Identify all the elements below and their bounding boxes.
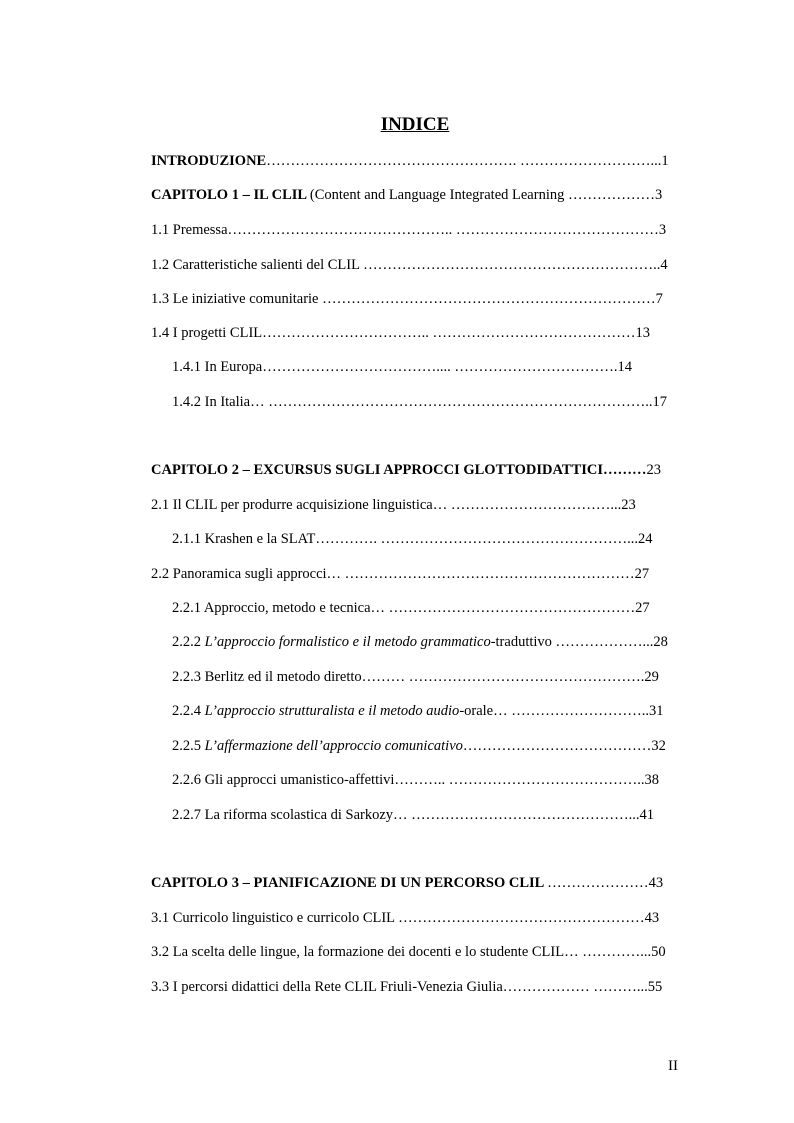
toc-entry-introduzione[interactable]: [151, 151, 719, 171]
toc-entry-2-2-4[interactable]: [172, 701, 719, 721]
toc-entry-3-2[interactable]: [151, 942, 719, 962]
toc-entry-text: 3.1 Curricolo linguistico e curricolo CLIL ……………………………………………43: [151, 910, 660, 926]
toc-entry-text: 1.2 Caratteristiche salienti del CLIL ……………………………………………………..4: [151, 257, 668, 273]
toc-entry-2-2-7[interactable]: [172, 805, 719, 825]
toc-entry-italic-title: L’approccio formalistico e il metodo grammatico: [204, 634, 491, 650]
toc-entry-text: 1.4.2 In Italia… ……………………………………………………………………..17: [172, 394, 667, 410]
toc-entry-text: 1.3 Le iniziative comunitarie ……………………………………………………………7: [151, 291, 663, 307]
toc-entry-1-4-1[interactable]: [172, 357, 719, 377]
toc-entry-2-2[interactable]: [151, 564, 719, 584]
toc-entry-number: 2.2.4: [172, 703, 205, 719]
toc-entry-page: 23: [646, 462, 662, 478]
toc-entry-text: 2.2 Panoramica sugli approcci… ……………………………………………………27: [151, 566, 650, 582]
toc-entry-text: 2.2.3 Berlitz ed il metodo diretto……… ………………………………………….29: [172, 669, 659, 685]
toc-entry-1-4[interactable]: [151, 323, 719, 343]
toc-entry-1-4-2[interactable]: [172, 392, 719, 412]
toc-entry-3-1[interactable]: [151, 908, 719, 928]
toc-entry-text: 2.1.1 Krashen e la SLAT…………. ……………………………………………...24: [172, 531, 653, 547]
toc-entry-2-1[interactable]: [151, 495, 719, 515]
toc-entry-1-1[interactable]: [151, 220, 719, 240]
page-title: INDICE: [380, 114, 450, 135]
page-number: II: [668, 1058, 678, 1074]
toc-entry-2-2-2[interactable]: [172, 632, 719, 652]
toc-entry-text: 3.2 La scelta delle lingue, la formazione dei docenti e lo studente CLIL… …………...50: [151, 944, 666, 960]
toc-entry-2-2-3[interactable]: [172, 667, 719, 687]
toc-entry-leader: ……………………………………………. ………………………...1: [266, 153, 669, 169]
toc-entry-text: 1.4.1 In Europa……………………………….... …………………………….14: [172, 359, 632, 375]
toc-entry-text: 1.4 I progetti CLIL…………………………….. ……………………………………13: [151, 325, 651, 341]
toc-entry-leader: …………………43: [547, 875, 664, 891]
toc-entry-text: 2.2.7 La riforma scolastica di Sarkozy… ………………………………………...41: [172, 807, 655, 823]
toc-entry-italic-title: L’affermazione dell’approccio comunicativo: [204, 738, 463, 754]
toc-entry-text: 3.3 I percorsi didattici della Rete CLIL Friuli-Venezia Giulia……………… ………...55: [151, 979, 663, 995]
toc-entry-text: CAPITOLO 1 – IL CLIL: [151, 187, 310, 203]
toc-entry-text: 2.2.1 Approccio, metodo e tecnica… ……………………………………………27: [172, 600, 650, 616]
toc-entry-italic-title: L’approccio strutturalista e il metodo audio: [204, 703, 460, 719]
toc-entry-text: 1.1 Premessa……………………………………….. ……………………………………3: [151, 222, 667, 238]
toc-entry-leader: -orale… ………………………..31: [459, 703, 664, 719]
toc-entry-capitolo-3[interactable]: [151, 873, 719, 893]
toc-entry-capitolo-1[interactable]: [151, 185, 719, 205]
toc-entry-2-2-6[interactable]: [172, 770, 719, 790]
toc-entry-leader: (Content and Language Integrated Learning ………………3: [309, 187, 663, 203]
toc-entry-2-2-1[interactable]: [172, 598, 719, 618]
toc-entry-text: 2.1 Il CLIL per produrre acquisizione linguistica… ……………………………...23: [151, 497, 636, 513]
toc-entry-1-3[interactable]: [151, 289, 719, 309]
toc-entry-leader: -traduttivo ………………...28: [490, 634, 668, 650]
toc-entry-1-2[interactable]: [151, 255, 719, 275]
toc-entry-3-3[interactable]: [151, 977, 719, 997]
toc-entry-text: INTRODUZIONE: [151, 153, 267, 169]
toc-entry-capitolo-2[interactable]: [151, 460, 719, 480]
toc-entry-2-2-5[interactable]: [172, 736, 719, 756]
toc-entry-leader: …………………………………32: [462, 738, 666, 754]
toc-entry-number: 2.2.5: [172, 738, 205, 754]
toc-entry-2-1-1[interactable]: [172, 529, 719, 549]
toc-entry-number: 2.2.2: [172, 634, 205, 650]
toc-entry-text: CAPITOLO 3 – PIANIFICAZIONE DI UN PERCORSO CLIL: [151, 875, 548, 891]
toc-entry-text: 2.2.6 Gli approcci umanistico-affettivi……….. …………………………………..38: [172, 772, 660, 788]
toc-entry-text: CAPITOLO 2 – EXCURSUS SUGLI APPROCCI GLOTTODIDATTICI………: [151, 462, 647, 478]
